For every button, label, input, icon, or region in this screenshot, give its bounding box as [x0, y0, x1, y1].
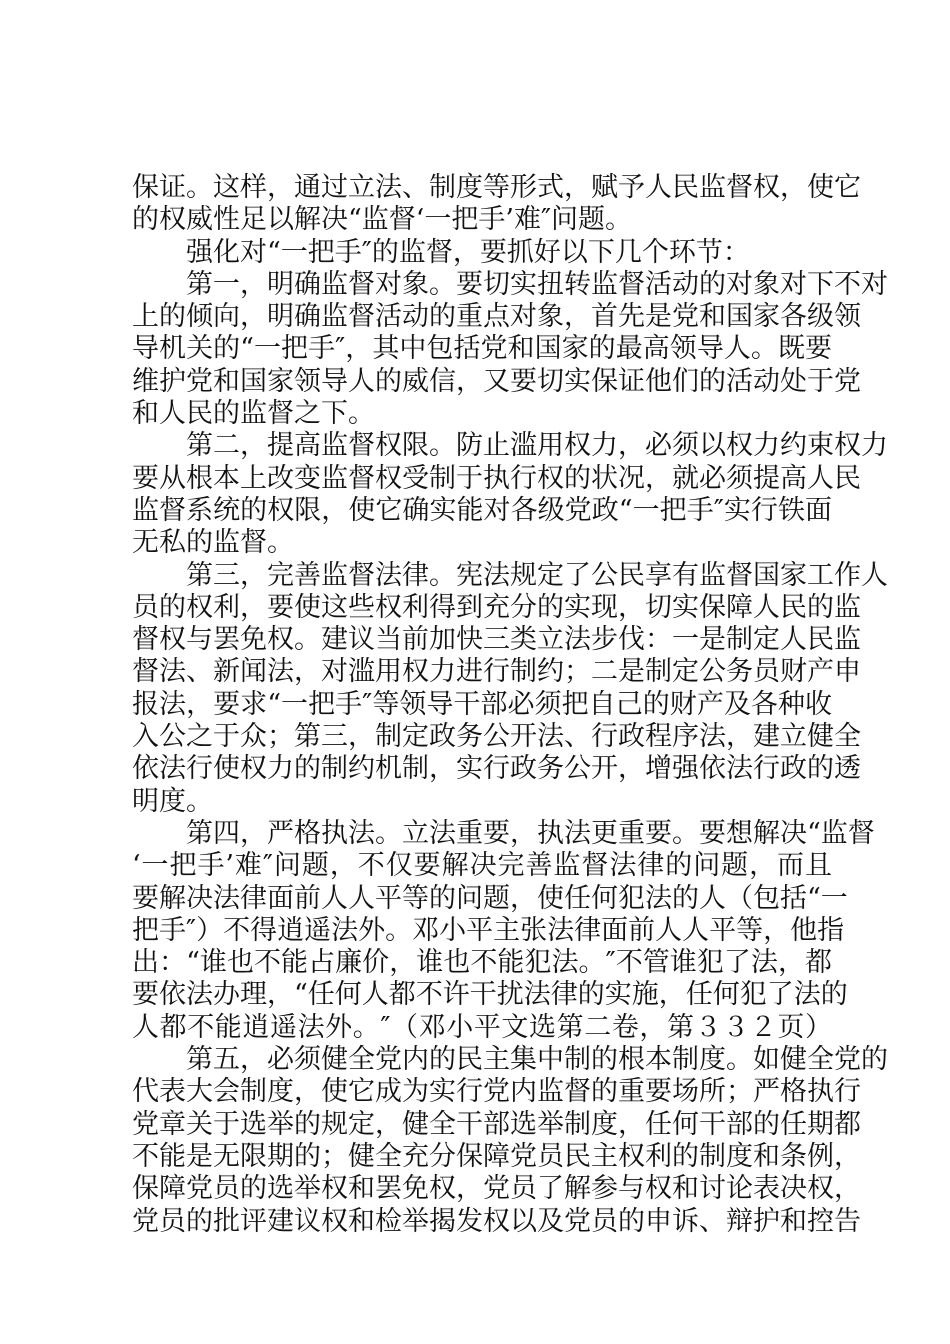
text-line: 人都不能逍遥法外。″（邓小平文选第二卷，第３３２页） [132, 1011, 832, 1043]
text-line: 导机关的“一把手″，其中包括党和国家的最高领导人。既要 [132, 333, 832, 365]
text-line: 依法行使权力的制约机制，实行政务公开，增强依法行政的透 [132, 753, 861, 785]
text-line: 第三，完善监督法律。宪法规定了公民享有监督国家工作人 [186, 559, 888, 591]
text-line: 要从根本上改变监督权受制于执行权的状况，就必须提高人民 [132, 462, 861, 494]
text-line: 报法，要求“一把手″等领导干部必须把自己的财产及各种收 [132, 688, 832, 720]
text-line: 党章关于选举的规定，健全干部选举制度，任何干部的任期都 [132, 1108, 861, 1140]
text-line: 第五，必须健全党内的民主集中制的根本制度。如健全党的 [186, 1044, 888, 1076]
text-line: 明度。 [132, 785, 213, 817]
text-line: 代表大会制度，使它成为实行党内监督的重要场所；严格执行 [132, 1076, 861, 1108]
text-line: 入公之于众；第三，制定政务公开法、行政程序法，建立健全 [132, 721, 861, 753]
document-body-text [132, 172, 888, 1238]
text-line: 第四，严格执法。立法重要，执法更重要。要想解决“监督 [186, 817, 875, 849]
text-line: 督权与罢免权。建议当前加快三类立法步伐：一是制定人民监 [132, 624, 861, 656]
text-line: 监督系统的权限，使它确实能对各级党政“一把手″实行铁面 [132, 494, 832, 526]
text-line: 的权威性足以解决“监督‘一把手’难″问题。 [132, 204, 633, 236]
text-line: 要解决法律面前人人平等的问题，使任何犯法的人（包括“一 [132, 882, 848, 914]
text-line: 第一，明确监督对象。要切实扭转监督活动的对象对下不对 [186, 268, 888, 300]
text-line: 维护党和国家领导人的威信，又要切实保证他们的活动处于党 [132, 365, 861, 397]
text-line: 无私的监督。 [132, 527, 294, 559]
text-line: 出：“谁也不能占廉价，谁也不能犯法。″不管谁犯了法，都 [132, 947, 832, 979]
text-line: 不能是无限期的；健全充分保障党员民主权利的制度和条例， [132, 1140, 861, 1172]
text-line: 强化对“一把手″的监督，要抓好以下几个环节： [186, 236, 750, 268]
text-line: 保证。这样，通过立法、制度等形式，赋予人民监督权，使它 [132, 172, 861, 203]
text-line: 员的权利，要使这些权利得到充分的实现，切实保障人民的监 [132, 591, 861, 623]
text-line: 保障党员的选举权和罢免权，党员了解参与权和讨论表决权， [132, 1173, 861, 1205]
text-line: 要依法办理，“任何人都不许干扰法律的实施，任何犯了法的 [132, 979, 848, 1011]
text-line: 上的倾向，明确监督活动的重点对象，首先是党和国家各级领 [132, 301, 861, 333]
text-line: 督法、新闻法，对滥用权力进行制约；二是制定公务员财产申 [132, 656, 861, 688]
text-line: 党员的批评建议权和检举揭发权以及党员的申诉、辩护和控告 [132, 1205, 861, 1237]
text-line: 和人民的监督之下。 [132, 398, 375, 430]
text-line: 把手″）不得逍遥法外。邓小平主张法律面前人人平等，他指 [132, 914, 845, 946]
text-line: 第二，提高监督权限。防止滥用权力，必须以权力约束权力 [186, 430, 888, 462]
text-line: ‘一把手’难″问题，不仅要解决完善监督法律的问题，而且 [132, 850, 832, 882]
